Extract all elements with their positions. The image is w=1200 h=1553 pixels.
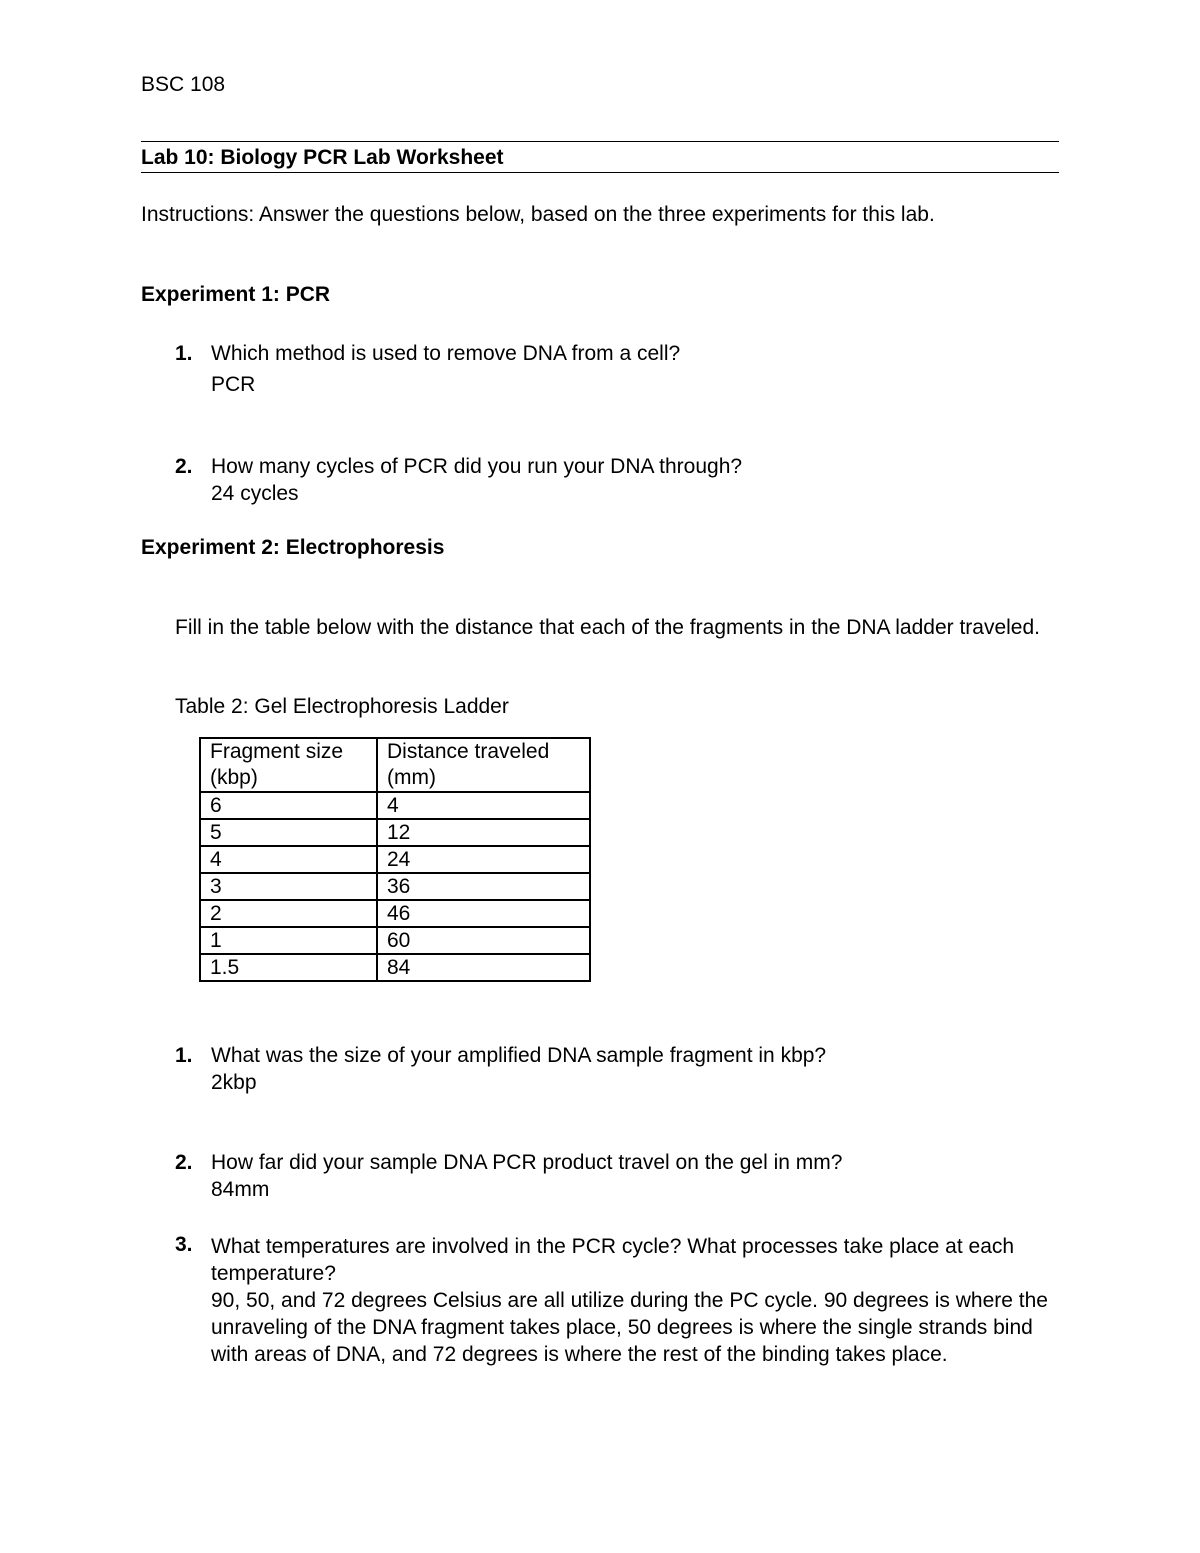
exp2-q3-number: 3. xyxy=(175,1233,193,1256)
ladder-table xyxy=(199,737,591,982)
exp2-q1-answer: 2kbp xyxy=(211,1071,257,1094)
table-cell: 36 xyxy=(377,873,590,900)
table-row xyxy=(200,792,590,819)
exp1-q1-question: Which method is used to remove DNA from a cell? xyxy=(211,342,681,365)
table-row xyxy=(200,846,590,873)
exp1-q1-answer: PCR xyxy=(211,373,256,396)
exp2-prompt: Fill in the table below with the distance that each of the fragments in the DNA ladder traveled. xyxy=(175,616,1040,639)
table-row xyxy=(200,819,590,846)
table-cell: 1.5 xyxy=(200,954,377,981)
table-cell: 3 xyxy=(200,873,377,900)
header-distance-label: Distance traveled (mm) xyxy=(387,740,550,789)
header-distance-traveled xyxy=(377,738,590,792)
table-cell: 1 xyxy=(200,927,377,954)
exp1-q2-number: 2. xyxy=(175,455,193,478)
exp2-q1-question: What was the size of your amplified DNA sample fragment in kbp? xyxy=(211,1044,827,1067)
table-cell: 5 xyxy=(200,819,377,846)
table-cell: 24 xyxy=(377,846,590,873)
page-title: Lab 10: Biology PCR Lab Worksheet xyxy=(141,146,504,169)
exp1-q1-number: 1. xyxy=(175,342,193,365)
experiment-2-heading: Experiment 2: Electrophoresis xyxy=(141,536,445,559)
exp2-q1-number: 1. xyxy=(175,1044,193,1067)
exp2-q2-number: 2. xyxy=(175,1151,193,1174)
exp1-q2-answer: 24 cycles xyxy=(211,482,299,505)
table-row xyxy=(200,900,590,927)
exp2-q2-answer: 84mm xyxy=(211,1178,270,1201)
table-cell: 2 xyxy=(200,900,377,927)
table-header-row xyxy=(200,738,590,792)
table-cell: 4 xyxy=(200,846,377,873)
title-rule-top xyxy=(141,141,1059,142)
title-rule-bottom xyxy=(141,172,1059,173)
header-fragment-size xyxy=(200,738,377,792)
exp1-q2-question: How many cycles of PCR did you run your DNA through? xyxy=(211,455,743,478)
table-cell: 4 xyxy=(377,792,590,819)
exp2-q3-answer: 90, 50, and 72 degrees Celsius are all utilize during the PC cycle. 90 degrees is where the unraveling of the DNA fragment takes place, 50 degrees is where the single strands bind with areas of DNA, and 72 degrees is where the rest of the binding takes place. xyxy=(211,1289,1048,1366)
table-cell: 46 xyxy=(377,900,590,927)
table-cell: 60 xyxy=(377,927,590,954)
table-row xyxy=(200,954,590,981)
header-fragment-size-label: Fragment size (kbp) xyxy=(210,740,344,789)
exp2-q2-question: How far did your sample DNA PCR product travel on the gel in mm? xyxy=(211,1151,843,1174)
course-code: BSC 108 xyxy=(141,73,226,96)
instructions-text: Instructions: Answer the questions below, based on the three experiments for this lab. xyxy=(141,203,935,226)
table-caption: Table 2: Gel Electrophoresis Ladder xyxy=(175,695,509,718)
table-cell: 6 xyxy=(200,792,377,819)
table-cell: 84 xyxy=(377,954,590,981)
experiment-1-heading: Experiment 1: PCR xyxy=(141,283,331,306)
table-cell: 12 xyxy=(377,819,590,846)
table-row xyxy=(200,927,590,954)
exp2-q3-question: What temperatures are involved in the PCR cycle? What processes take place at each temperature? xyxy=(211,1235,1015,1285)
table-row xyxy=(200,873,590,900)
